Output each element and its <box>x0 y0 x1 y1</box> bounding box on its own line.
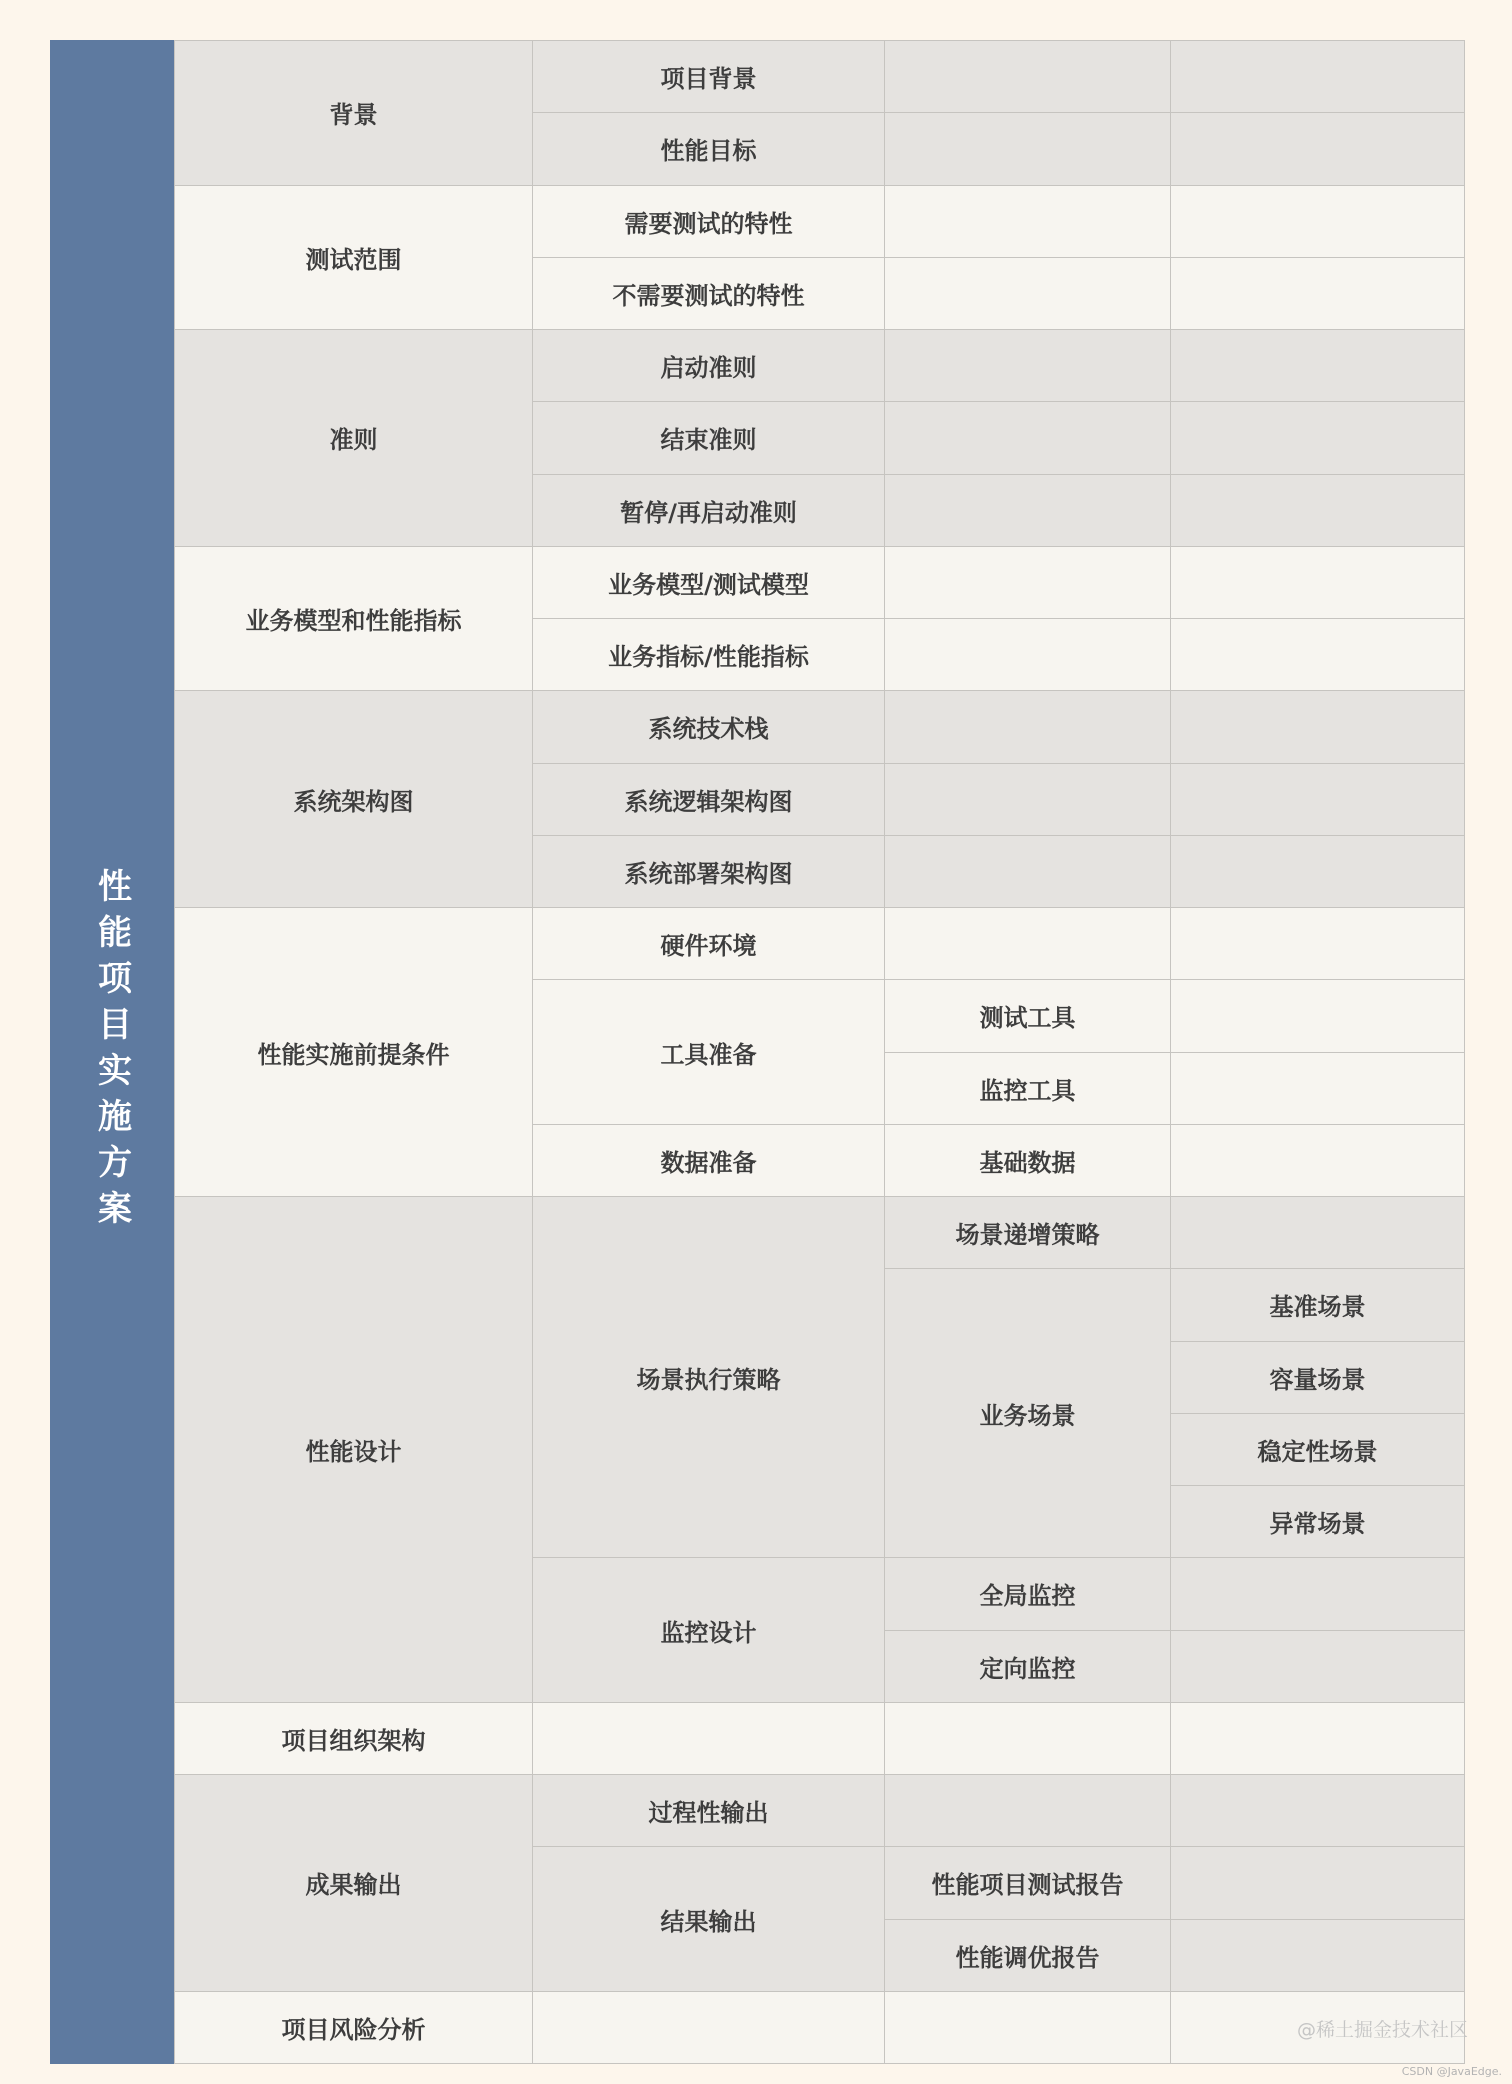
subitem-ramp-up-strategy: 场景递增策略 <box>885 1197 1171 1269</box>
plan-table <box>174 40 1465 2064</box>
section-criteria: 准则 <box>175 330 533 547</box>
subitem-monitor-tools: 监控工具 <box>885 1052 1171 1124</box>
empty-cell <box>885 691 1171 763</box>
section-risk: 项目风险分析 <box>175 1991 533 2063</box>
empty-cell <box>1171 185 1465 257</box>
empty-cell <box>1171 691 1465 763</box>
section-output: 成果输出 <box>175 1775 533 1992</box>
empty-cell <box>885 1702 1171 1774</box>
empty-cell <box>1171 1919 1465 1991</box>
empty-cell <box>885 1775 1171 1847</box>
item-monitor-design: 监控设计 <box>533 1558 885 1703</box>
subitem-global-monitor: 全局监控 <box>885 1558 1171 1630</box>
item-project-background: 项目背景 <box>533 41 885 113</box>
table-row <box>175 1702 1465 1774</box>
section-preconditions: 性能实施前提条件 <box>175 908 533 1197</box>
credit: CSDN @JavaEdge. <box>1401 2065 1502 2078</box>
empty-cell <box>1171 1052 1465 1124</box>
empty-cell <box>1171 474 1465 546</box>
empty-cell <box>1171 1124 1465 1196</box>
empty-cell <box>885 1991 1171 2063</box>
scenario-baseline: 基准场景 <box>1171 1269 1465 1341</box>
section-design: 性能设计 <box>175 1197 533 1703</box>
item-scenario-exec-strategy: 场景执行策略 <box>533 1197 885 1558</box>
empty-cell <box>1171 546 1465 618</box>
watermark: @稀土掘金技术社区 <box>1296 2019 1468 2041</box>
empty-cell <box>885 402 1171 474</box>
empty-cell <box>885 619 1171 691</box>
item-performance-goal: 性能目标 <box>533 113 885 185</box>
table-row <box>175 546 1465 618</box>
subitem-perf-test-report: 性能项目测试报告 <box>885 1847 1171 1919</box>
subitem-targeted-monitor: 定向监控 <box>885 1630 1171 1702</box>
empty-cell <box>1171 1702 1465 1774</box>
table-row <box>175 41 1465 113</box>
item-start-criteria: 启动准则 <box>533 330 885 402</box>
page-title: 性能项目实施方案 <box>91 868 132 1236</box>
empty-cell <box>885 185 1171 257</box>
table-row <box>175 908 1465 980</box>
subitem-tuning-report: 性能调优报告 <box>885 1919 1171 1991</box>
table-row <box>175 1991 1465 2063</box>
item-tool-prep: 工具准备 <box>533 980 885 1125</box>
table-row <box>175 1197 1465 1269</box>
empty-cell <box>885 330 1171 402</box>
section-model: 业务模型和性能指标 <box>175 546 533 691</box>
item-result-output: 结果输出 <box>533 1847 885 1992</box>
empty-cell <box>885 41 1171 113</box>
empty-cell <box>533 1991 885 2063</box>
section-scope: 测试范围 <box>175 185 533 330</box>
table-row <box>175 1775 1465 1847</box>
empty-cell <box>1171 113 1465 185</box>
item-process-output: 过程性输出 <box>533 1775 885 1847</box>
scenario-stability: 稳定性场景 <box>1171 1413 1465 1485</box>
table-row <box>175 330 1465 402</box>
empty-cell <box>1171 763 1465 835</box>
empty-cell <box>885 908 1171 980</box>
scenario-exception: 异常场景 <box>1171 1486 1465 1558</box>
section-architecture: 系统架构图 <box>175 691 533 908</box>
item-data-prep: 数据准备 <box>533 1124 885 1196</box>
item-end-criteria: 结束准则 <box>533 402 885 474</box>
subitem-base-data: 基础数据 <box>885 1124 1171 1196</box>
section-background: 背景 <box>175 41 533 186</box>
item-deploy-arch: 系统部署架构图 <box>533 835 885 907</box>
empty-cell <box>1171 1197 1465 1269</box>
empty-cell <box>885 257 1171 329</box>
empty-cell <box>533 1702 885 1774</box>
item-features-to-test: 需要测试的特性 <box>533 185 885 257</box>
empty-cell <box>885 763 1171 835</box>
sidebar <box>50 40 174 2064</box>
item-logical-arch: 系统逻辑架构图 <box>533 763 885 835</box>
table-row <box>175 185 1465 257</box>
empty-cell <box>1171 1630 1465 1702</box>
empty-cell <box>1171 1558 1465 1630</box>
section-org: 项目组织架构 <box>175 1702 533 1774</box>
item-business-test-model: 业务模型/测试模型 <box>533 546 885 618</box>
subitem-business-scenarios: 业务场景 <box>885 1269 1171 1558</box>
item-hardware-env: 硬件环境 <box>533 908 885 980</box>
empty-cell <box>885 546 1171 618</box>
empty-cell <box>1171 835 1465 907</box>
subitem-test-tools: 测试工具 <box>885 980 1171 1052</box>
empty-cell <box>885 835 1171 907</box>
empty-cell <box>1171 330 1465 402</box>
item-pause-restart-criteria: 暂停/再启动准则 <box>533 474 885 546</box>
empty-cell <box>1171 980 1465 1052</box>
empty-cell <box>1171 41 1465 113</box>
empty-cell <box>1171 1847 1465 1919</box>
item-features-not-to-test: 不需要测试的特性 <box>533 257 885 329</box>
table-row <box>175 691 1465 763</box>
empty-cell <box>885 474 1171 546</box>
scenario-capacity: 容量场景 <box>1171 1341 1465 1413</box>
empty-cell <box>1171 1775 1465 1847</box>
empty-cell <box>1171 257 1465 329</box>
empty-cell <box>1171 908 1465 980</box>
item-business-perf-metrics: 业务指标/性能指标 <box>533 619 885 691</box>
empty-cell <box>885 113 1171 185</box>
empty-cell <box>1171 619 1465 691</box>
item-tech-stack: 系统技术栈 <box>533 691 885 763</box>
empty-cell <box>1171 402 1465 474</box>
